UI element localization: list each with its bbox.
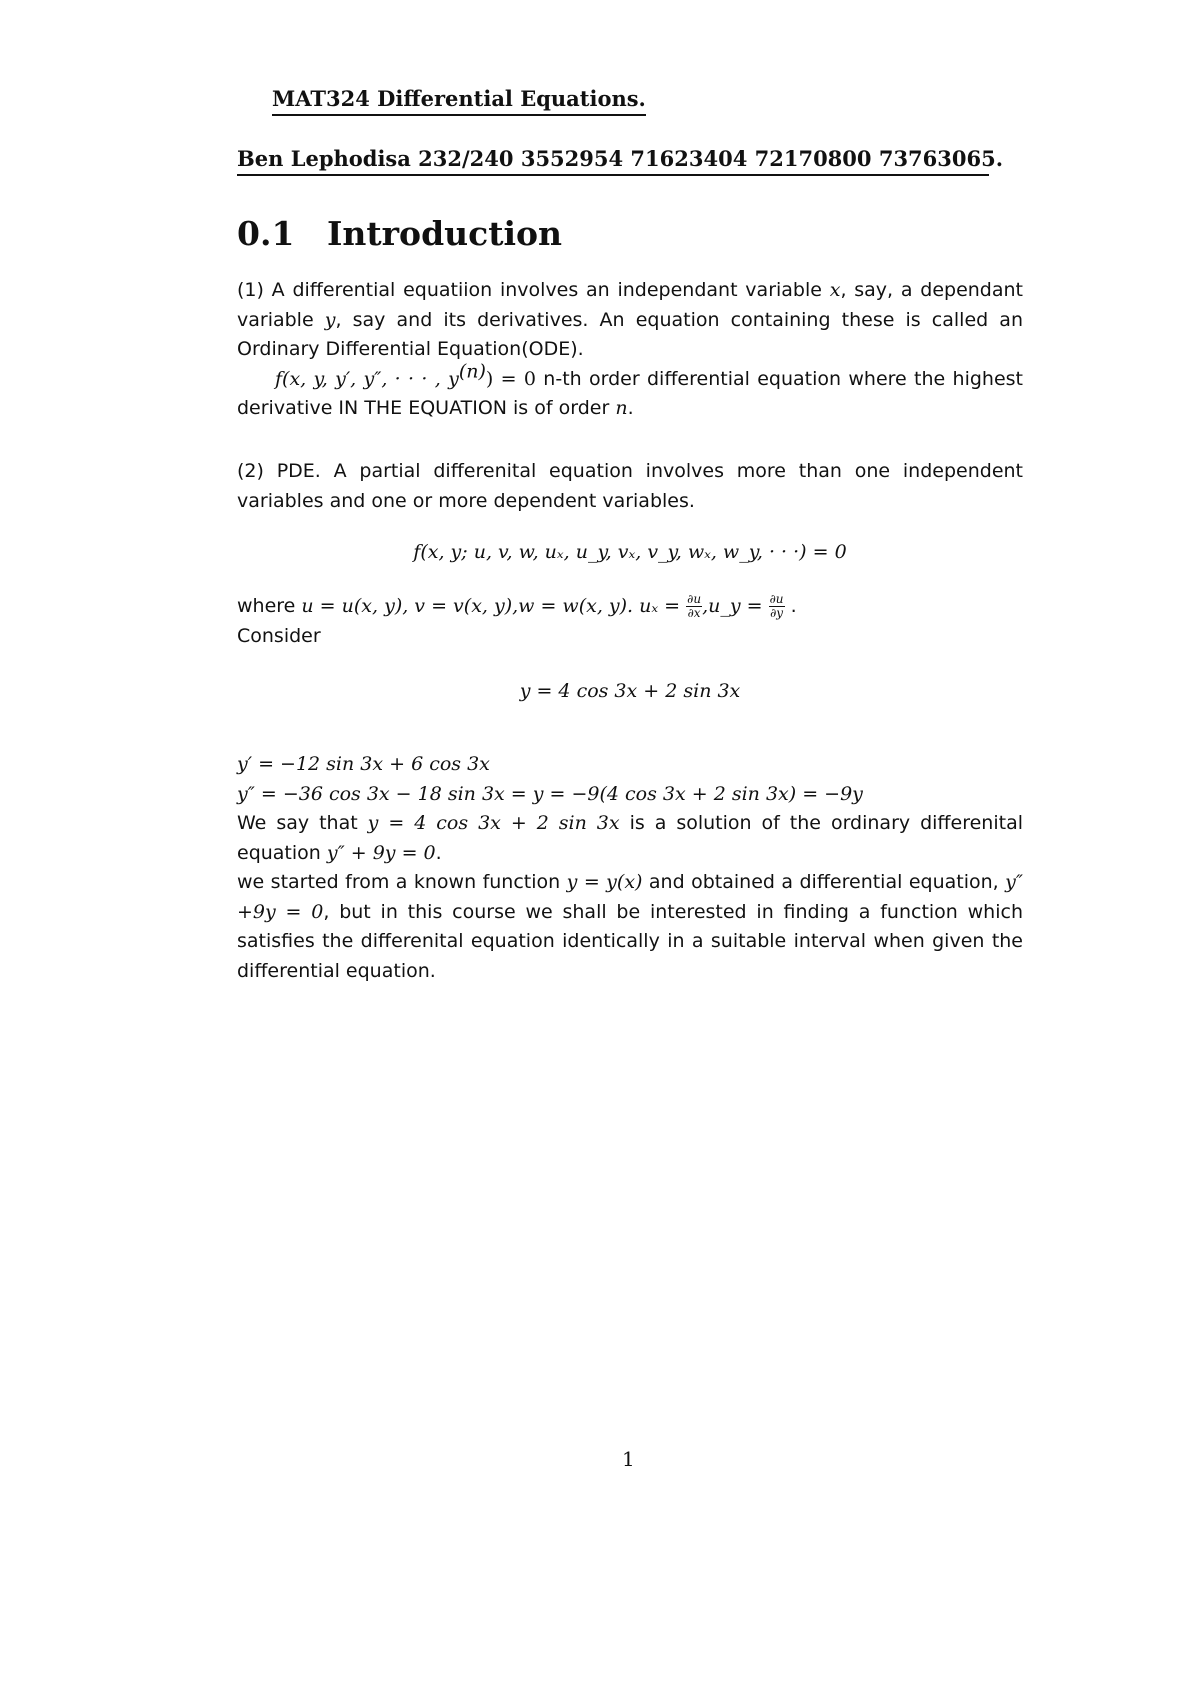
paragraph-ode	[237, 276, 1023, 424]
paragraph-4	[237, 868, 1023, 986]
paragraph-2: (2) PDE. A partial differenital equation involves more than one independent variables and one or more dependent variables.	[237, 460, 1023, 512]
fraction-numerator: ∂u	[769, 592, 784, 606]
ode-rhs: ) = 0	[485, 367, 536, 390]
p4-text-c: , but in this course we shall be interested in finding a function which satisfies the differenital equation identically in a suitable interval when given the differential equation.	[237, 900, 1023, 982]
where-text: where	[237, 595, 302, 617]
p3-ode: y″ + 9y = 0	[326, 841, 436, 864]
ode-lhs: f(x, y, y′, y″, · · · , y	[275, 367, 459, 390]
where-block	[237, 592, 1023, 651]
ode-general-form	[237, 360, 1023, 424]
paragraph-1	[237, 276, 1023, 365]
p3-text-a: We say that	[237, 812, 368, 834]
where-end: .	[784, 595, 797, 617]
fraction-numerator: ∂u	[687, 592, 702, 606]
course-title: MAT324 Differential Equations.	[272, 86, 646, 116]
page-number: 1	[622, 1447, 635, 1471]
p4-text-b: and obtained a differential equation,	[642, 871, 1006, 893]
section-title: Introduction	[327, 214, 563, 253]
derivations	[237, 750, 1023, 986]
p4-func: y = y(x)	[566, 871, 643, 893]
pde-equation: f(x, y; u, v, w, uₓ, u_y, vₓ, v_y, wₓ, w_y, · · ·) = 0	[413, 541, 847, 563]
var-n: n	[615, 397, 628, 419]
uy-text: ,u_y =	[702, 595, 763, 617]
paragraph-3	[237, 809, 1023, 868]
var-y: y	[324, 308, 336, 331]
p3-text-b: is a solution of the ordinary differenital equation	[237, 812, 1023, 864]
consider-text: Consider	[237, 624, 321, 647]
fraction-du-dy	[769, 593, 785, 620]
ode-text-a: n-th order differential equation where the highest derivative IN THE EQUATION is of order	[237, 367, 1023, 419]
var-x: x	[829, 279, 841, 301]
section-heading	[237, 214, 562, 253]
p1-text-a: (1) A differential equatiion involves an independant variable	[237, 279, 830, 301]
where-line	[237, 592, 1023, 622]
p1-text-b: , say, a dependant variable	[237, 279, 1023, 331]
second-derivative: y″ = −36 cos 3x − 18 sin 3x = y = −9(4 cos 3x + 2 sin 3x) = −9y	[237, 782, 863, 805]
fraction-du-dx	[686, 593, 702, 620]
first-derivative: y′ = −12 sin 3x + 6 cos 3x	[237, 753, 490, 775]
example-equation: y = 4 cos 3x + 2 sin 3x	[519, 680, 741, 702]
p1-text-c: , say and its derivatives. An equation containing these is called an Ordinary Differential Equation(ODE).	[237, 308, 1023, 360]
p4-ode: y″+9y = 0	[237, 871, 1023, 923]
fraction-denominator: ∂y	[770, 606, 784, 620]
p3-text-c: .	[435, 841, 442, 864]
ode-order-sup: (n)	[458, 360, 486, 383]
ode-text-b: .	[627, 397, 634, 419]
p4-text-a: we started from a known function	[237, 871, 567, 893]
where-defs: u = u(x, y), v = v(x, y),w = w(x, y). uₓ =	[301, 595, 681, 617]
lecturer-line: Ben Lephodisa 232/240 3552954 71623404 72170800 73763065.	[237, 146, 989, 176]
fraction-denominator: ∂x	[687, 606, 701, 620]
section-number: 0.1	[237, 214, 295, 253]
p3-solution: y = 4 cos 3x + 2 sin 3x	[367, 812, 620, 834]
